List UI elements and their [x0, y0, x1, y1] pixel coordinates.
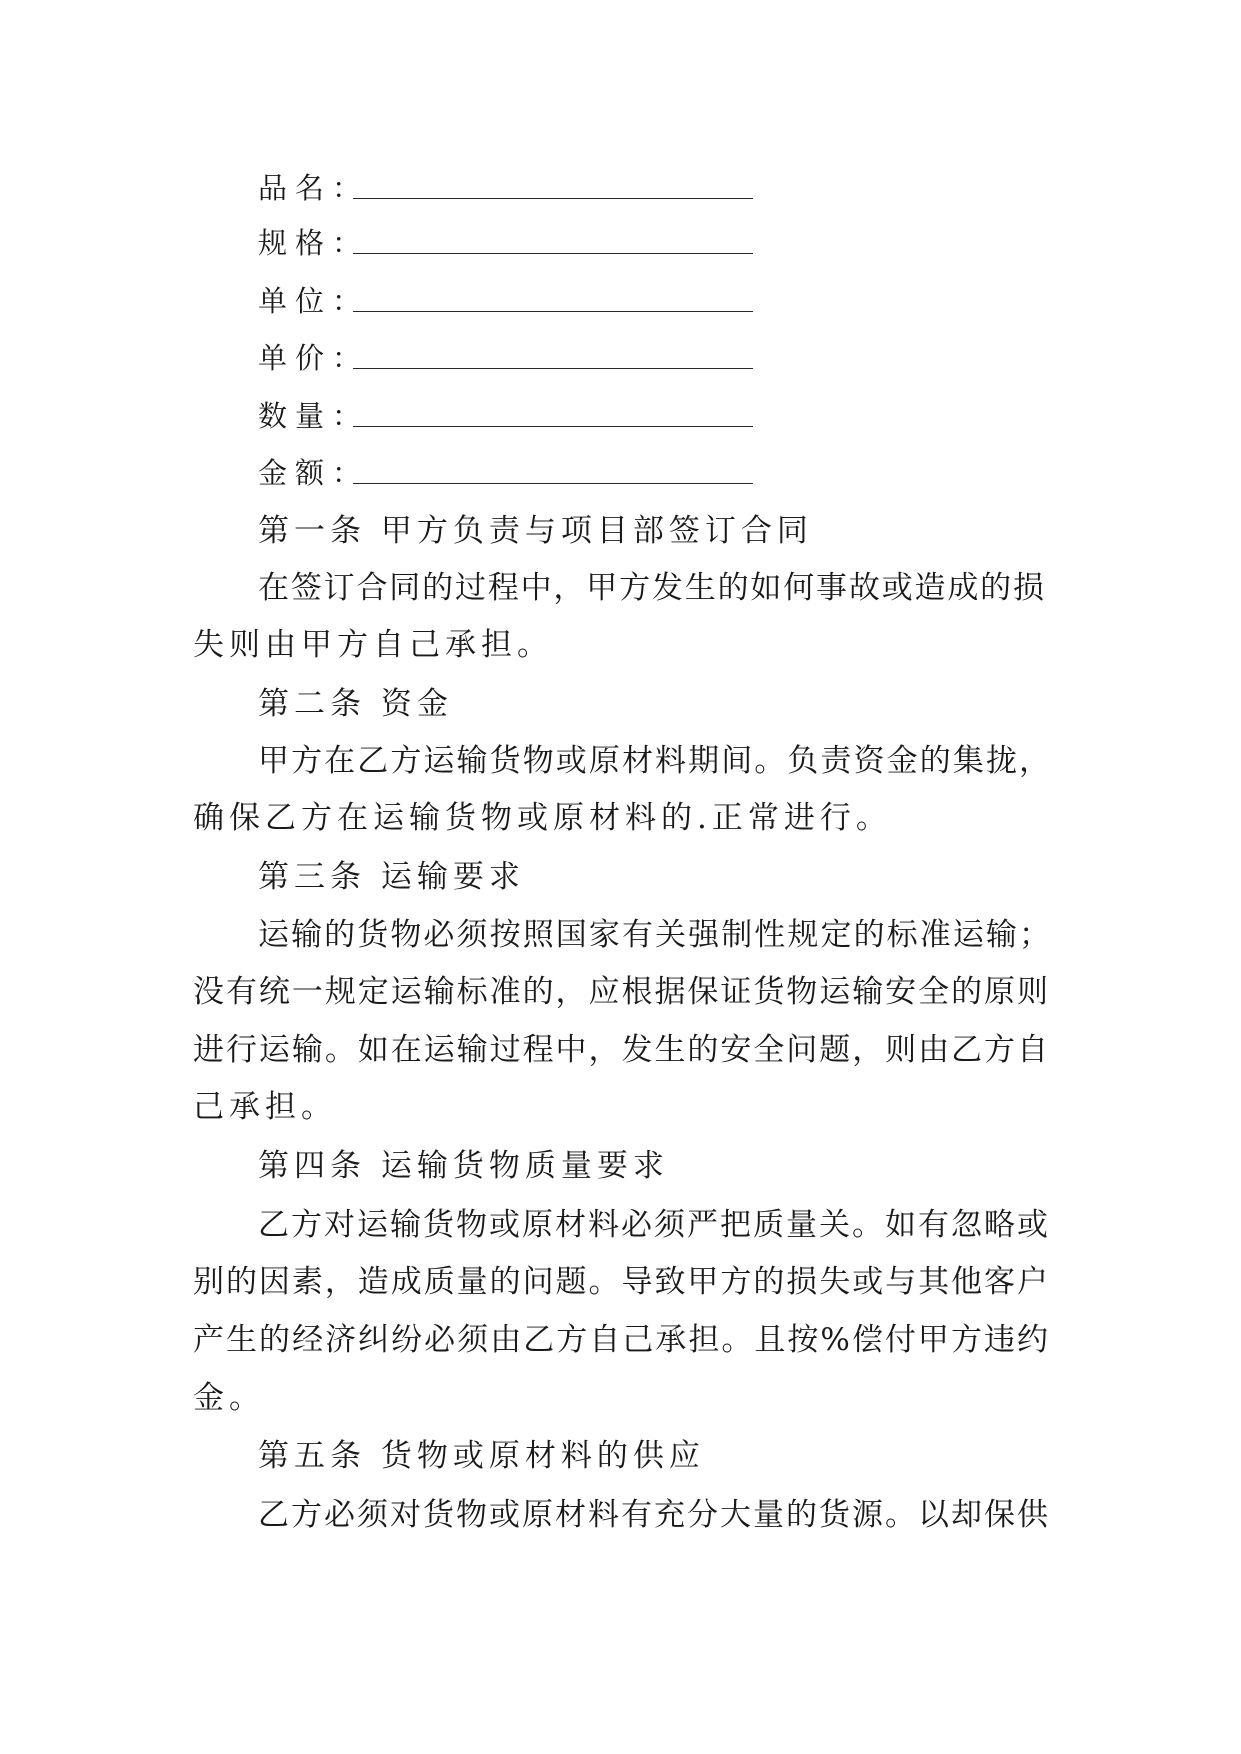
paragraph-line: 确保乙方在运输货物或原材料的.正常进行。 — [193, 800, 892, 836]
paragraph-line: 乙方对运输货物或原材料必须严把质量关。如有忽略或 — [258, 1207, 1048, 1243]
field-label: 单价： — [258, 341, 370, 375]
paragraph-line: 产生的经济纠纷必须由乙方自己承担。且按%偿付甲方违约 — [193, 1322, 1048, 1358]
field-label: 数量： — [258, 399, 370, 433]
field-specification — [258, 223, 369, 263]
paragraph-line: 金。 — [193, 1380, 265, 1416]
field-quantity — [258, 396, 369, 436]
paragraph-line: 没有统一规定运输标准的，应根据保证货物运输安全的原则 — [193, 974, 1048, 1010]
article-heading: 第四条 运输货物质量要求 — [258, 1148, 669, 1184]
blank-line — [353, 483, 753, 484]
paragraph-line: 己承担。 — [193, 1089, 337, 1125]
paragraph-line: 进行运输。如在运输过程中，发生的安全问题，则由乙方自 — [193, 1032, 1048, 1068]
article-heading: 第一条 甲方负责与项目部签订合同 — [258, 513, 813, 549]
field-unit-price — [258, 338, 369, 378]
paragraph-line: 失则由甲方自己承担。 — [193, 627, 553, 663]
field-label: 单位： — [258, 284, 370, 318]
article-heading: 第三条 运输要求 — [258, 859, 525, 895]
field-amount — [258, 453, 369, 493]
article-heading: 第二条 资金 — [258, 686, 453, 722]
article-heading: 第五条 货物或原材料的供应 — [258, 1438, 705, 1474]
blank-line — [353, 198, 753, 199]
field-label: 规格： — [258, 226, 370, 260]
paragraph-line: 运输的货物必须按照国家有关强制性规定的标准运输； — [258, 917, 1050, 953]
paragraph-line: 在签订合同的过程中，甲方发生的如何事故或造成的损 — [258, 570, 1044, 606]
blank-line — [353, 311, 753, 312]
blank-line — [353, 368, 753, 369]
field-product-name — [258, 168, 369, 208]
blank-line — [353, 426, 753, 427]
blank-line — [353, 253, 753, 254]
field-label: 金额： — [258, 456, 370, 490]
field-label: 品名： — [258, 171, 370, 205]
paragraph-line: 甲方在乙方运输货物或原材料期间。负责资金的集拢， — [258, 743, 1050, 779]
paragraph-line: 乙方必须对货物或原材料有充分大量的货源。以却保供 — [258, 1497, 1048, 1533]
field-unit — [258, 281, 369, 321]
paragraph-line: 别的因素，造成质量的问题。导致甲方的损失或与其他客户 — [193, 1264, 1048, 1300]
